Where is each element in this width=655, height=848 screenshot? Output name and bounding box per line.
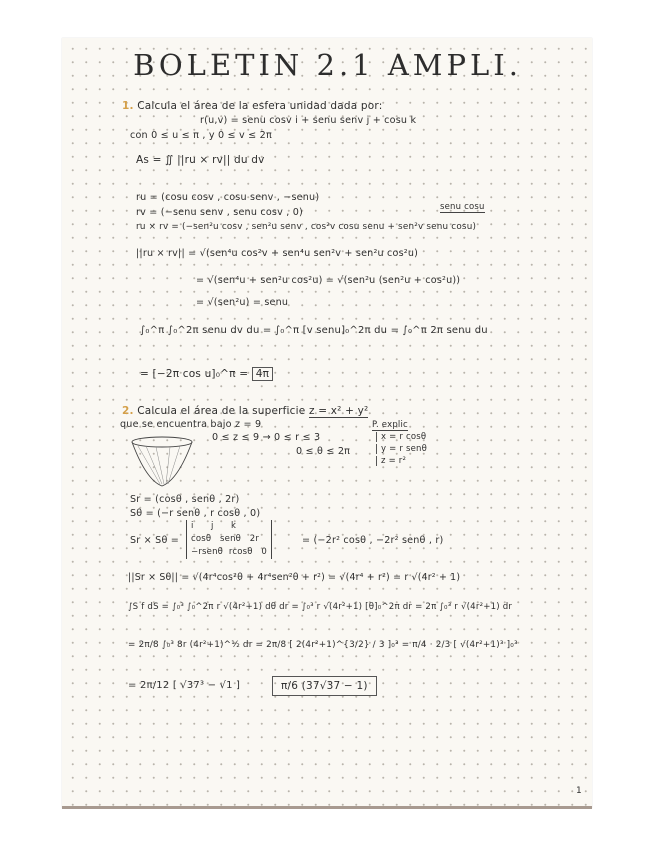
answer-box-1: 4π [252,367,273,381]
param-y: y = r senθ [376,444,427,454]
determinant-label: Sr × Sθ = [130,535,180,546]
bounds-z-r: 0 ≤ z ≤ 9 → 0 ≤ r ≤ 3 [212,432,321,443]
page-title: BOLETIN 2.1 AMPLI. [133,48,522,82]
area-formula: As = ∬ ||ru × rv|| du dv [136,154,265,166]
det-row-2: cosθ senθ 2r [191,534,260,544]
param-label: P. explic [372,420,408,430]
side-note: senu cosu [440,202,485,212]
problem-2-number: 2. [122,405,134,417]
cross-product: ru × rv = (−sen²u cosv , sen²u senv , cos²v cosu senu + sen²v senu cosu) [136,222,477,232]
param-z: z = r² [376,456,406,466]
problem-1-domain: con 0 ≤ u ≤ π , y 0 ≤ v ≤ 2π [130,130,272,141]
integral-1: ∫₀^π ∫₀^2π senu dv du = ∫₀^π [v senu]₀^2π du = ∫₀^π 2π senu du [140,325,488,336]
problem-1-text: Calcula el área de la esfera unidad dada por: [137,100,383,112]
surface-equation: z = x² + y² [308,405,369,417]
surface-integral-3: = 2π/12 [ √37³ − √1 ] [128,680,241,691]
problem-1-parametrization: r(u,v) = senu cosv i + senu senv j + cosu k [200,115,417,126]
stheta-vector: Sθ = (−r senθ , r cosθ , 0) [130,508,261,519]
problem-2-statement [122,405,368,417]
surface-integral-2: = 2π/8 ∫₀³ 8r (4r²+1)^½ dr = 2π/8 [ 2(4r²+1)^{3/2} / 3 ]₀³ = π/4 · 2/3 [ √(4r²+1)³ ]₀³ [128,640,518,650]
det-row-3: −rsenθ rcosθ 0 [191,547,267,557]
rv-vector: rv = (−senu senv , senu cosv , 0) [136,207,303,218]
paraboloid-sketch [126,434,198,490]
answer-box-2: π/6 (37√37 − 1) [272,676,377,696]
page-number: 1 [576,786,582,796]
param-x: x = r cosθ [376,432,426,442]
problem-2-text: Calcula el área de la superficie [137,405,306,417]
determinant-matrix [186,520,272,559]
ru-vector: ru = (cosu cosv , cosu senv , −senu) [136,192,320,203]
integral-result [140,368,273,380]
bounds-theta: 0 ≤ θ ≤ 2π [296,446,351,457]
problem-1-statement [122,100,382,112]
norm-line-2: = √(sen⁴u + sen²u cos²u) = √(sen²u (sen²u + cos²u)) [196,275,461,286]
result-expression: = [−2π cos u]₀^π = [140,368,249,380]
problem-1-number: 1. [122,100,134,112]
norm-line-1: ||ru × rv|| = √(sen⁴u cos²v + sen⁴u sen²v + sen²u cos²u) [136,248,419,259]
surface-norm: ||Sr × Sθ|| = √(4r⁴cos²θ + 4r⁴sen²θ + r²) = √(4r⁴ + r²) = r √(4r² + 1) [128,572,461,583]
determinant-result: = (−2r² cosθ , −2r² senθ , r) [302,535,444,546]
surface-integral-1: ∫S f dS = ∫₀³ ∫₀^2π r √(4r²+1) dθ dr = ∫₀³ r √(4r²+1) [θ]₀^2π dr = 2π ∫₀³ r √(4r²+1) dr [128,602,513,612]
det-row-1: i j k [191,521,237,531]
page-edge [62,806,592,809]
norm-line-3: = √(sen²u) = senu [196,297,289,308]
problem-2-statement-end: que se encuentra bajo z = 9 [120,419,262,430]
sr-vector: Sr = (cosθ , senθ , 2r) [130,494,240,505]
